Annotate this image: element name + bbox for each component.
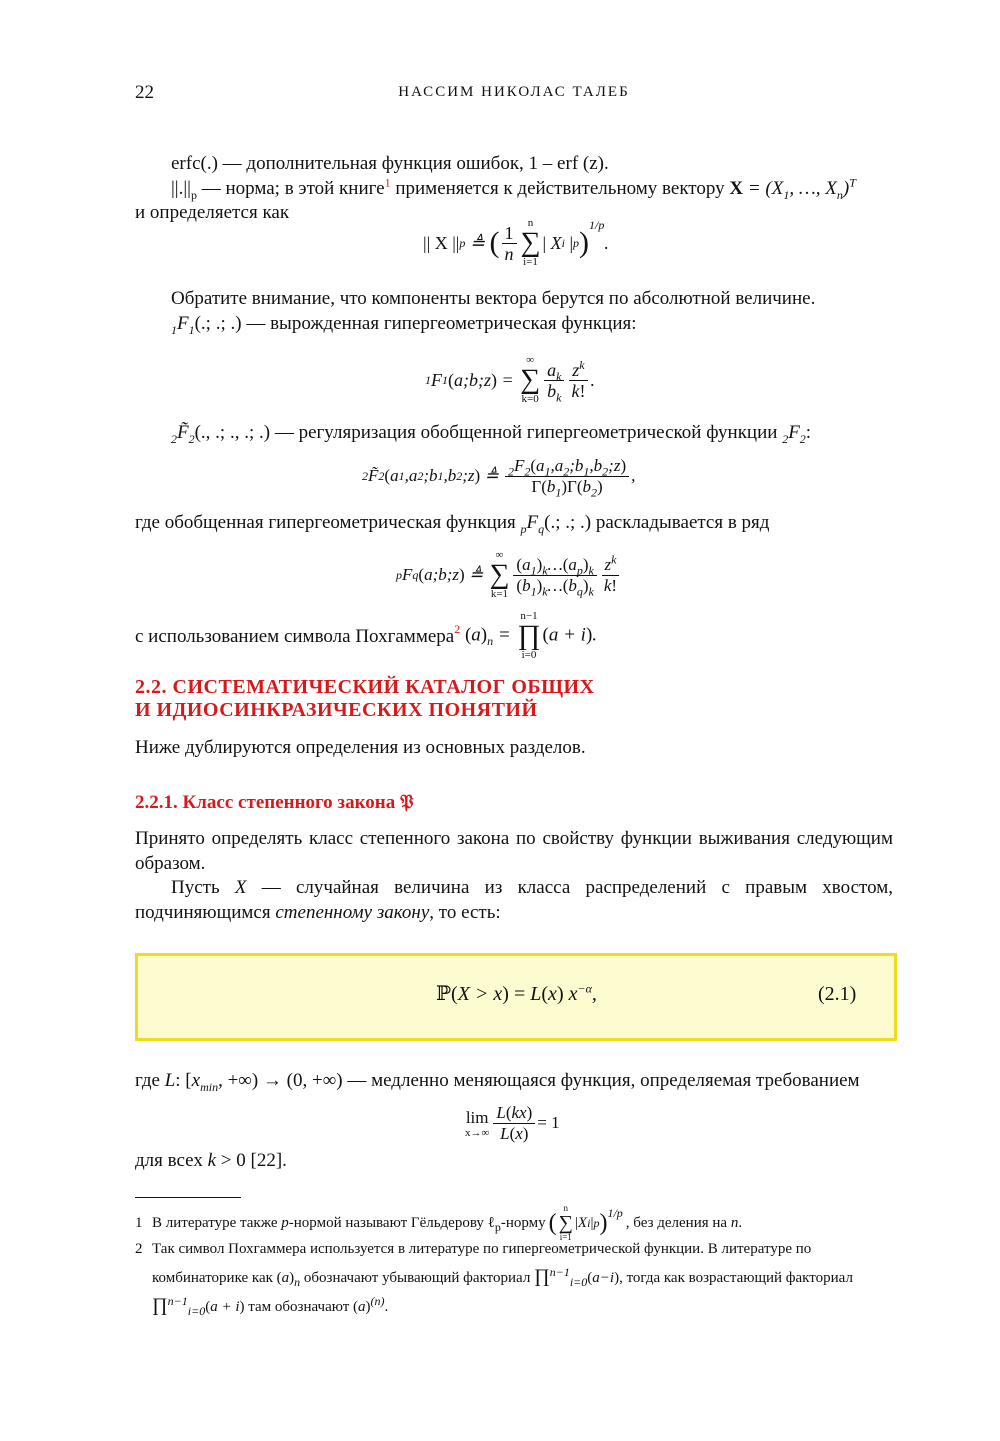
limit-formula: lim x→∞ $\frac{L(kx)}{L(x)}$ = 1 [465, 1102, 560, 1143]
norm-symbol: $||.||_p$ [171, 178, 197, 202]
footnote-ref-1[interactable]: 1 [384, 175, 391, 190]
footnote-1-text-d: , без деления на [625, 1214, 728, 1231]
erfc-text: erfc(.) — дополнительная функция ошибок, 1 – erf (z). [171, 153, 609, 174]
footnote-1-text-b: -нормой называют Гёльдерову [288, 1214, 484, 1231]
section-heading-line2: И ИДИОСИНКРАЗИЧЕСКИХ ПОНЯТИЙ [135, 699, 538, 721]
footnote-divider [135, 1197, 241, 1198]
footnote-1-text-c: -норму [500, 1214, 546, 1231]
section-heading-line1: 2.2. СИСТЕМАТИЧЕСКИЙ КАТАЛОГ ОБЩИХ [135, 676, 595, 698]
norm-continuation: и определяется как [135, 202, 290, 223]
pfq-line [135, 510, 769, 535]
regularized-formula: 2 F̃ 2 ( a 1 ,a 2 ;b 1 ,b 2 ;z ) ≜ $\frac{_2F_2(a_1,a_2;b_1,b_2;z)}{\Gamma(b_1)\Gamma(b_2)}$ , [362, 455, 636, 499]
slow-var-a: где [135, 1070, 160, 1091]
footnote-1-num: 1 [135, 1214, 143, 1231]
pfq-text-b: раскладывается в ряд [595, 512, 770, 533]
equation-label: (2.1) [818, 983, 857, 1005]
norm-definition [171, 176, 893, 201]
hyper1f1-symbol: $_1F_1$(.; .; .) [171, 313, 242, 337]
pfq-symbol: $_pF_q$(.; .; .) [520, 512, 592, 536]
hyper1f1-formula: 1 F 1 ( a;b;z ) = ∞ ∑ k=0 $\frac{a_k}{b_k}$ $\frac{z^k}{k!}$ . [425, 354, 595, 405]
footnote-2-num: 2 [135, 1241, 143, 1257]
pochhammer-text: с использованием символа Похгаммера [135, 625, 455, 647]
para2-d: , то есть: [429, 902, 501, 923]
footnote-1: 1 В литературе также p -нормой называют Гёльдерову ℓ$_p$ -норму ( n ∑ i=1 | X i | p ) $^{1/p}$ , без деления на n . [135, 1203, 743, 1242]
slow-var-domain: L: [$x_{min}$, +∞) → (0, +∞) [164, 1070, 343, 1094]
norm-formula: || X || p ≜ ( $\frac{1}{n}$ n ∑ i=1 | X i | p ) $^{1/p}$ . [423, 217, 609, 268]
norm-vector: $X = (X_1$, …, $X_n)^T$ [729, 175, 856, 202]
citation-22[interactable]: [22]. [250, 1150, 287, 1171]
para2-c: степенному закону [275, 902, 430, 923]
regularized-text: — регуляризация обобщенной гипергеометрической функции [274, 422, 778, 443]
slow-var-b: — медленно меняющаяся функция, определяемая требованием [347, 1070, 860, 1091]
footnote-2-text-a: Так символ Похгаммера используется в литературе по гипергеометрической функции. В литературе по [152, 1241, 812, 1257]
pfq-formula: p F q ( a;b;z ) ≜ ∞ ∑ k=1 $\frac{(a_1)_k\dots(a_p)_k}{(b_1)_k\dots(b_q)_k}$ $\frac{z^k}{k!}$ [396, 547, 622, 603]
footnote-1-text-a: В литературе также [152, 1214, 278, 1231]
abs-note: Обратите внимание, что компоненты вектора берутся по абсолютной величине. [171, 288, 816, 309]
power-law-para2: Пусть X — случайная величина из класса распределений с правым хвостом, подчиняющимся степенному закону, то есть: [135, 877, 893, 923]
hyper1f1-line [171, 311, 637, 336]
footnote-2-text-e: там обозначают [248, 1299, 350, 1315]
section-2-2-heading [135, 676, 595, 722]
footnote-2-text-d: , тогда как возрастающий факториал [619, 1270, 853, 1286]
page-number: 22 [135, 82, 154, 103]
footnote-1-formula: ( n ∑ i=1 | X i | p ) $^{1/p}$ [548, 1203, 623, 1242]
for-all-text: для всех [135, 1150, 203, 1171]
para2-b: — случайная величина из класса распределений с правым хвостом, подчиняющимся [135, 877, 893, 923]
hyper1f1-text: — вырожденная гипергеометрическая функция: [246, 313, 637, 334]
section-2-2-intro: Ниже дублируются определения из основных разделов. [135, 737, 586, 758]
slow-variation-para [135, 1068, 893, 1093]
footnote-2-line3: ∏$^{n-1}_{i=0}$(a + i) там обозначают $(a)^{(n)}$. [152, 1294, 389, 1318]
footnote-2-line2: комбинаторике как $(a)_n$ обозначают убывающий факториал ∏$^{n-1}_{i=0}$(a−i), тогда как возрастающий факториал [152, 1265, 853, 1289]
footnote-2 [135, 1236, 895, 1321]
para2-a: Пусть [171, 877, 220, 898]
pfq-text-a: где обобщенная гипергеометрическая функция [135, 512, 516, 533]
regularized-symbol: $_2F̃_2$(., .; ., .; .) [171, 422, 271, 446]
pochhammer-formula: $(a)_n$ = n−1 ∏ i=0 (a + i). [464, 610, 598, 661]
2f2-symbol: $_2F_2$ [782, 422, 806, 446]
footnote-2-text-c: обозначают убывающий факториал [303, 1270, 531, 1286]
norm-text-a: — норма; в этой книге [201, 178, 385, 199]
for-all-line: для всех k > 0 [22]. [135, 1150, 287, 1171]
erfc-definition [171, 151, 609, 176]
footnote-2-text-b: комбинаторике как [152, 1270, 273, 1286]
equation-2-1: ℙ(X > x) = L(x) $x^{-\alpha}$, [436, 981, 597, 1005]
norm-text-b: применяется к действительному вектору [395, 178, 725, 199]
section-2-2-1-heading: 2.2.1. Класс степенного закона 𝔓 [135, 792, 414, 813]
running-title: НАССИМ НИКОЛАС ТАЛЕБ [398, 84, 630, 100]
power-law-para1: Принято определять класс степенного закона по свойству функции выживания следующим образом. [135, 828, 893, 874]
pochhammer-line: с использованием символа Похгаммера $^2$ $(a)_n$ = n−1 ∏ i=0 (a + i). [135, 610, 598, 661]
regularized-line: $_2F̃_2$(., .; ., .; .) — регуляризация обобщенной гипергеометрической функции $_2F_2$: [171, 422, 812, 446]
